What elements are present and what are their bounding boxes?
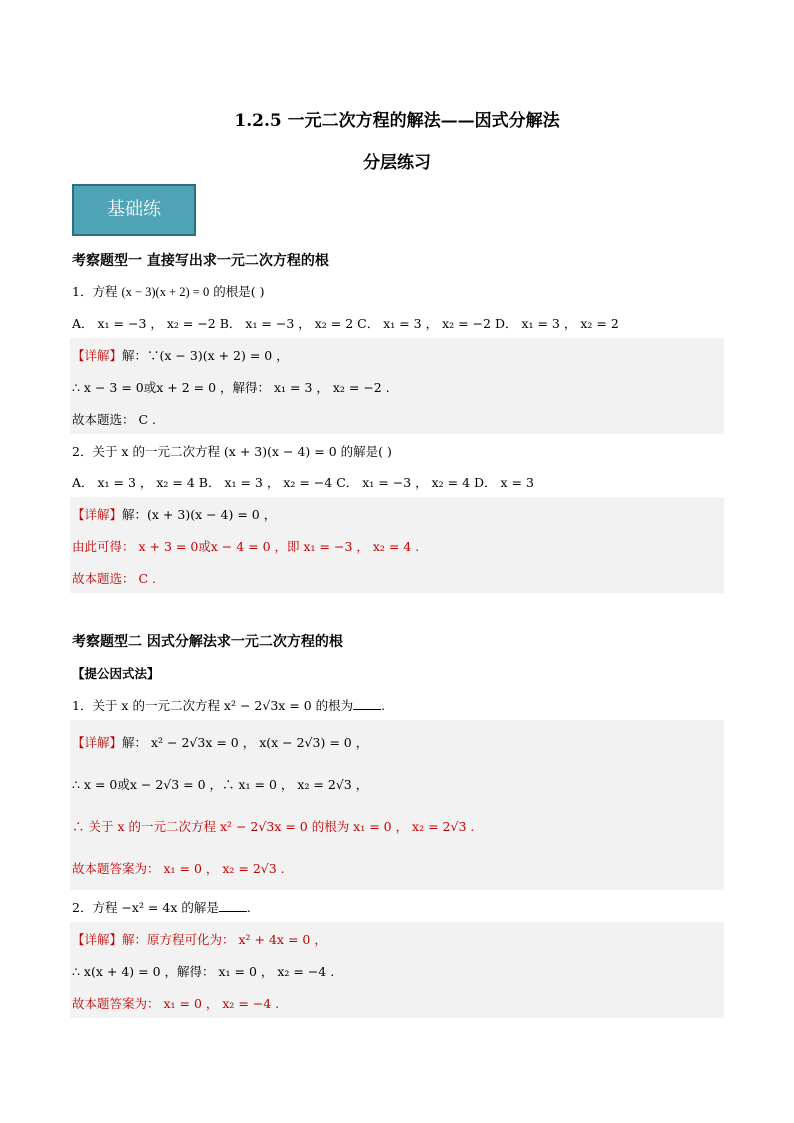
answer-1-line1 — [72, 346, 289, 364]
question-3-stem-b: . — [381, 698, 386, 713]
answer-4-line2: ∴ x(x + 4) = 0 ，解得： x₁ = 0 ， x₂ = −4 . — [72, 964, 335, 979]
answer-3-line3: ∴ 关于 x 的一元二次方程 x² − 2√3x = 0 的根为 x₁ = 0 ， x₂ = 2√3 . — [72, 819, 475, 834]
page-subtitle: 分层练习 — [363, 153, 431, 173]
answer-4-line1 — [72, 930, 327, 948]
question-1-stem-b: 的根是( ) — [213, 284, 265, 299]
question-4-stem-a: 2．方程 −x² = 4x 的解是 — [72, 900, 219, 915]
question-1-options: A． x₁ = −3 ， x₂ = −2 B． x₁ = −3 ， x₂ = 2 C． x₁ = 3 ， x₂ = −2 D． x₁ = 3 ， x₂ = 2 — [72, 316, 619, 331]
detail-tag: 【详解】 — [72, 507, 123, 522]
answer-1-text1: 解：∵(x − 3)(x + 2) = 0 ， — [122, 348, 289, 363]
question-1-stem-a: 1．方程 — [72, 284, 118, 299]
answer-2-line2: 由此可得： x + 3 = 0或x − 4 = 0 ，即 x₁ = −3 ， x₂ = 4 . — [72, 539, 420, 554]
detail-tag: 【详解】 — [72, 735, 123, 750]
answer-2-text1: 解：(x + 3)(x − 4) = 0 ， — [122, 507, 277, 522]
section-heading-type1: 考察题型一 直接写出求一元二次方程的根 — [72, 253, 329, 269]
answer-4-text1: 解：原方程可化为： x² + 4x = 0 ， — [122, 932, 327, 947]
question-2-stem: 2．关于 x 的一元二次方程 (x + 3)(x − 4) = 0 的解是( ) — [72, 444, 392, 459]
answer-3-line1 — [72, 733, 368, 751]
level-badge — [72, 184, 196, 236]
detail-tag: 【详解】 — [72, 932, 123, 947]
answer-2-line3: 故本题选： C . — [72, 571, 156, 586]
question-1-expr: (x − 3)(x + 2) = 0 — [121, 285, 210, 299]
section-heading-type2: 考察题型二 因式分解法求一元二次方程的根 — [72, 634, 343, 650]
answer-blank — [353, 699, 381, 710]
question-2-options: A． x₁ = 3 ， x₂ = 4 B． x₁ = 3 ， x₂ = −4 C． x₁ = −3 ， x₂ = 4 D． x = 3 — [72, 475, 534, 490]
answer-3-line4: 故本题答案为： x₁ = 0 ， x₂ = 2√3 . — [72, 861, 285, 876]
question-1-stem — [72, 282, 264, 300]
answer-4-line3: 故本题答案为： x₁ = 0 ， x₂ = −4 . — [72, 996, 280, 1011]
level-badge-label: 基础练 — [107, 199, 161, 220]
detail-tag: 【详解】 — [72, 348, 123, 363]
answer-3-line2: ∴ x = 0或x − 2√3 = 0 ，∴ x₁ = 0 ， x₂ = 2√3 ， — [72, 777, 369, 792]
question-3-stem-a: 1．关于 x 的一元二次方程 x² − 2√3x = 0 的根为 — [72, 698, 354, 713]
question-4-stem — [72, 898, 251, 916]
page-title: 1.2.5 一元二次方程的解法——因式分解法 — [234, 111, 560, 131]
question-3-stem — [72, 696, 385, 714]
method-heading: 【提公因式法】 — [72, 666, 160, 681]
answer-3-text1: 解： x² − 2√3x = 0 ， x(x − 2√3) = 0 ， — [122, 735, 369, 750]
answer-1-line2: ∴ x − 3 = 0或x + 2 = 0 ，解得： x₁ = 3 ， x₂ = −2 . — [72, 380, 390, 395]
answer-2-line1 — [72, 505, 276, 523]
answer-1-line3: 故本题选： C . — [72, 412, 156, 427]
question-4-stem-b: . — [246, 900, 251, 915]
answer-blank — [219, 901, 247, 912]
